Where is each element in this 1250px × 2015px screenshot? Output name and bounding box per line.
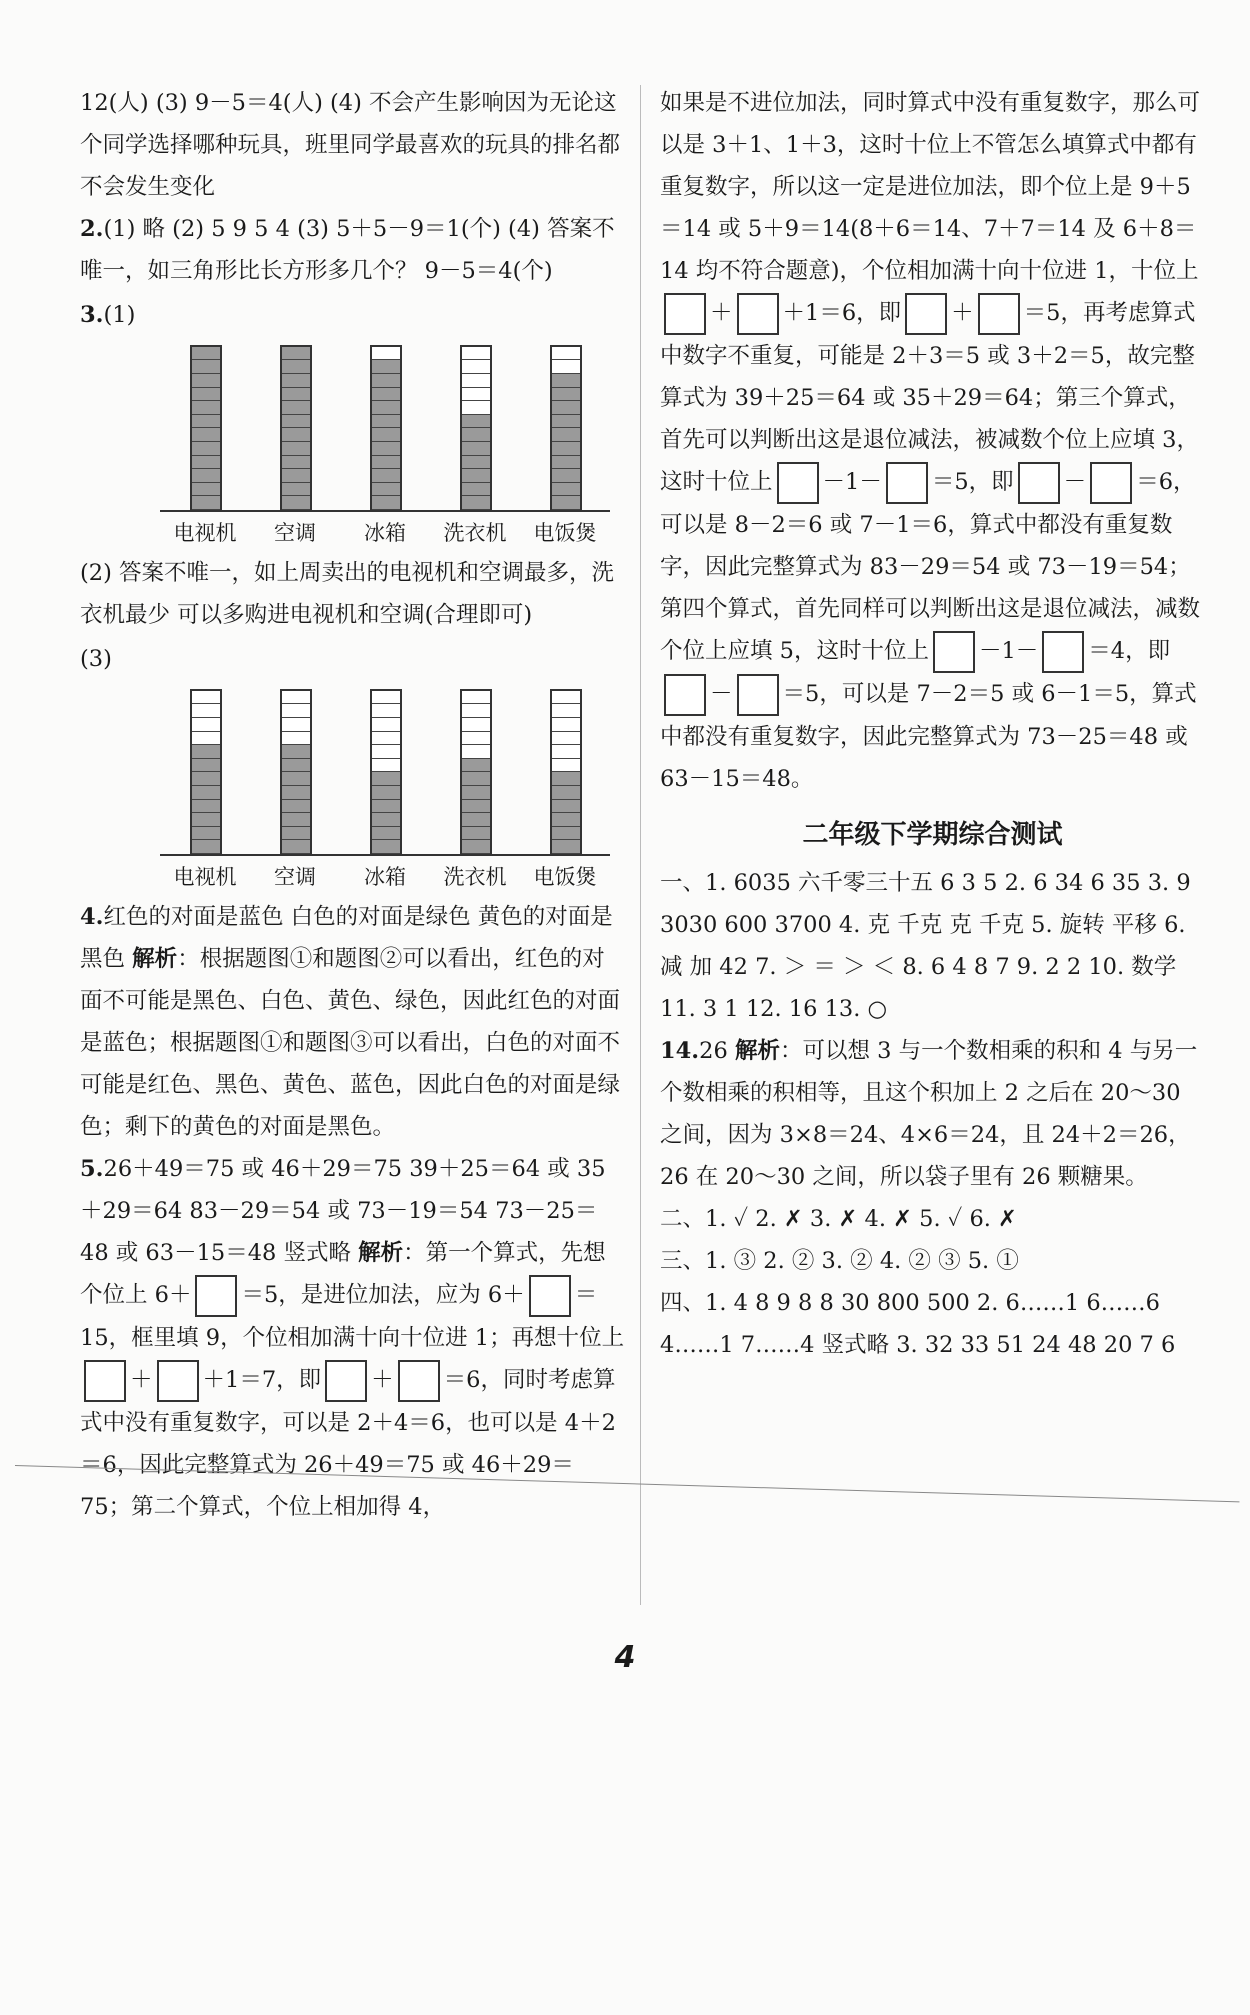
q4-explain: ：根据题图①和题图②可以看出，红色的对面不可能是黑色、白色、黄色、绿色，因此红色的对面是蓝色；根据题图①和题图③可以看出，白色的对面不可能是红色、黑色、黄色、蓝色，因此白色的对面是绿色；剩下的黄色的对面是黑色。: [80, 946, 621, 1140]
bar-segment: [462, 483, 490, 497]
bar-segment: [372, 840, 400, 854]
bar-segment: [372, 745, 400, 759]
bar-segment: [552, 401, 580, 415]
section-4-answers: 四、1. 4 8 9 8 8 30 800 500 2. 6……1 6……6 4……1 7……4 竖式略 3. 32 33 51 24 48 20 7 6: [660, 1290, 1176, 1358]
answer-q5: [80, 1148, 625, 1528]
bar-电饭煲: [550, 345, 582, 512]
r5: ＝5，再考虑算式中数字不重复，可能是 2＋3＝5 或 3＋2＝5，故完整算式为 39＋25＝64 或 35＋29＝64；第三个算式，首先可以判断出这是退位减法，被减数个位上应填 3，这时十位上: [660, 300, 1199, 495]
answer-q1-tail: 12(人) (3) 9－5＝4(人) (4) 不会产生影响因为无论这个同学选择哪种玩具，班里同学最喜欢的玩具的排名都不会发生变化: [80, 90, 621, 200]
bar-segment: [552, 442, 580, 456]
bar-segment: [372, 388, 400, 402]
section-2-answers: 二、1. ✓ 2. ✗ 3. ✗ 4. ✗ 5. ✓ 6. ✗: [660, 1206, 1017, 1232]
bar-segment: [462, 691, 490, 705]
blank-box: [325, 1360, 367, 1402]
bar-segment: [192, 732, 220, 746]
bar-segment: [372, 442, 400, 456]
left-column: [80, 82, 625, 1528]
bar-segment: [282, 813, 310, 827]
bar-segment: [282, 827, 310, 841]
bar-segment: [372, 718, 400, 732]
bar-chart-2: [80, 642, 625, 892]
q4-number: 4.: [80, 904, 104, 930]
bar-segment: [552, 800, 580, 814]
q14-answer: 26: [699, 1038, 728, 1064]
category-label: 洗衣机: [443, 865, 507, 889]
bar-segment: [192, 347, 220, 361]
bar-segment: [552, 759, 580, 773]
bar-segment: [462, 347, 490, 361]
blank-box: [195, 1275, 237, 1317]
bar-segment: [282, 840, 310, 854]
bar-segment: [282, 704, 310, 718]
bar-segment: [462, 800, 490, 814]
bar-segment: [192, 456, 220, 470]
bar-空调: [280, 689, 312, 856]
blank-box: [1042, 631, 1084, 673]
q5-t5: ＋1＝7，即: [202, 1367, 322, 1393]
bar-segment: [192, 745, 220, 759]
blank-box: [1018, 462, 1060, 504]
bar-segment: [552, 374, 580, 388]
q4-jiexi: 解析: [132, 946, 178, 972]
bar-segment: [372, 827, 400, 841]
bar-segment: [462, 360, 490, 374]
r3: ＋1＝6，即: [782, 300, 902, 326]
q3-number: 3.: [80, 302, 104, 328]
bar-segment: [192, 442, 220, 456]
bar-segment: [192, 759, 220, 773]
q14-explain: ：可以想 3 与一个数相乘的积和 4 与另一个数相乘的积相等，且这个积加上 2 之后在 20～30 之间，因为 3×8＝24、4×6＝24，且 24＋2＝26，26 在 20～30 之间，所以袋子里有 26 颗糖果。: [660, 1038, 1198, 1190]
bar-segment: [462, 759, 490, 773]
category-label: 电视机: [173, 521, 237, 545]
bar-segment: [552, 456, 580, 470]
bar-segment: [282, 428, 310, 442]
bar-segment: [462, 827, 490, 841]
chart-1-label: [80, 294, 135, 336]
bar-segment: [552, 745, 580, 759]
bar-segment: [552, 428, 580, 442]
bar-洗衣机: [460, 689, 492, 856]
bar-segment: [192, 772, 220, 786]
r8: －: [1063, 469, 1087, 495]
bar-segment: [462, 415, 490, 429]
bar-segment: [552, 813, 580, 827]
bar-segment: [192, 401, 220, 415]
bar-segment: [552, 469, 580, 483]
bar-空调: [280, 345, 312, 512]
q14-number: 14.: [660, 1038, 700, 1064]
q3-sub1: (1): [103, 302, 136, 328]
bar-segment: [462, 772, 490, 786]
column-divider: [640, 85, 641, 1605]
bar-洗衣机: [460, 345, 492, 512]
bar-segment: [372, 772, 400, 786]
bar-segment: [282, 347, 310, 361]
bar-segment: [282, 772, 310, 786]
blank-box: [529, 1275, 571, 1317]
bar-segment: [282, 759, 310, 773]
blank-box: [664, 674, 706, 716]
q2-number: 2.: [80, 216, 104, 242]
answer-14: [660, 1030, 1205, 1198]
bar-segment: [282, 415, 310, 429]
bar-电饭煲: [550, 689, 582, 856]
q5-t3: ＝15，框里填 9，个位相加满十向十位进 1；再想十位上: [80, 1282, 625, 1351]
bar-segment: [372, 469, 400, 483]
blank-box: [905, 293, 947, 335]
bar-segment: [372, 786, 400, 800]
bar-segment: [552, 496, 580, 510]
bar-segment: [462, 704, 490, 718]
bar-segment: [192, 813, 220, 827]
bar-segment: [462, 428, 490, 442]
bar-segment: [372, 428, 400, 442]
q5-jiexi: 解析: [358, 1240, 404, 1266]
bar-segment: [372, 483, 400, 497]
bar-segment: [192, 428, 220, 442]
bar-segment: [372, 759, 400, 773]
blank-box: [978, 293, 1020, 335]
bar-segment: [282, 483, 310, 497]
bar-segment: [462, 840, 490, 854]
bar-segment: [372, 813, 400, 827]
bar-segment: [192, 388, 220, 402]
blank-box: [1090, 462, 1132, 504]
bar-segment: [372, 401, 400, 415]
q5-explain-continued: [660, 82, 1205, 800]
answer-q3-2: (2) 答案不唯一，如上周卖出的电视机和空调最多，洗衣机最少 可以多购进电视机和空调(合理即可): [80, 560, 615, 628]
bar-segment: [282, 374, 310, 388]
q5-t1: ：第一个算式，先想个位上 6＋: [80, 1240, 606, 1308]
q5-number: 5.: [80, 1156, 104, 1182]
bar-segment: [552, 360, 580, 374]
bar-segment: [552, 347, 580, 361]
bar-segment: [372, 691, 400, 705]
section-1-answers: 一、1. 6035 六千零三十五 6 3 5 2. 6 34 6 35 3. 9 3030 600 3700 4. 克 千克 克 千克 5. 旋转 平移 6. 减 加 42 7. ＞ ＝ ＞ ＜ 8. 6 4 8 7 9. 2 2 10. 数学 11. 3 1 12. 16 13. ○: [660, 870, 1191, 1022]
bar-segment: [282, 718, 310, 732]
bar-电视机: [190, 345, 222, 512]
category-label: 冰箱: [364, 865, 406, 889]
bar-segment: [192, 840, 220, 854]
right-column: [660, 82, 1205, 1366]
category-label: 洗衣机: [443, 521, 507, 545]
answer-q2: [80, 208, 625, 292]
bar-segment: [552, 718, 580, 732]
bar-segment: [192, 786, 220, 800]
bar-冰箱: [370, 689, 402, 856]
bar-chart-1: [80, 298, 625, 548]
bar-segment: [462, 374, 490, 388]
q14-jiexi: 解析: [734, 1038, 780, 1064]
bar-segment: [282, 401, 310, 415]
bar-segment: [282, 732, 310, 746]
blank-box: [933, 631, 975, 673]
blank-box: [157, 1360, 199, 1402]
bar-电视机: [190, 689, 222, 856]
category-label: 空调: [274, 865, 316, 889]
blank-box: [777, 462, 819, 504]
r7: ＝5，即: [931, 469, 1014, 495]
bar-segment: [552, 840, 580, 854]
bar-segment: [372, 456, 400, 470]
blank-box: [664, 293, 706, 335]
bar-segment: [372, 347, 400, 361]
bar-segment: [282, 745, 310, 759]
bar-segment: [462, 456, 490, 470]
category-label: 空调: [274, 521, 316, 545]
r4: ＋: [951, 300, 974, 326]
q2-text: (1) 略 (2) 5 9 5 4 (3) 5＋5－9＝1(个) (4) 答案不唯一，如三角形比长方形多几个？ 9－5＝4(个): [80, 216, 615, 284]
bar-segment: [192, 483, 220, 497]
bar-segment: [192, 718, 220, 732]
q5-t6: ＋: [371, 1367, 394, 1393]
bar-segment: [372, 360, 400, 374]
bar-segment: [192, 704, 220, 718]
r9: ＝6，可以是 8－2＝6 或 7－1＝6，算式中都没有重复数字，因此完整算式为 83－29＝54 或 73－19＝54；第四个算式，首先同样可以判断出这是退位减法，减数个位上应填 5，这时十位上: [660, 469, 1201, 664]
bar-segment: [462, 469, 490, 483]
r6: －1－: [822, 469, 882, 495]
r11: ＝4，即: [1088, 638, 1171, 664]
bar-segment: [372, 704, 400, 718]
blank-box: [398, 1360, 440, 1402]
r2: ＋: [710, 300, 733, 326]
bar-segment: [282, 388, 310, 402]
section-3-answers: 三、1. ③ 2. ② 3. ② 4. ② ③ 5. ①: [660, 1248, 1019, 1274]
category-label: 电视机: [173, 865, 237, 889]
bar-segment: [372, 374, 400, 388]
bar-segment: [372, 800, 400, 814]
bar-segment: [282, 469, 310, 483]
bar-segment: [192, 800, 220, 814]
bar-segment: [552, 827, 580, 841]
bar-segment: [282, 786, 310, 800]
bar-segment: [372, 732, 400, 746]
bar-segment: [192, 496, 220, 510]
blank-box: [737, 674, 779, 716]
bar-segment: [372, 415, 400, 429]
bar-segment: [192, 374, 220, 388]
bar-segment: [372, 496, 400, 510]
bar-segment: [462, 388, 490, 402]
q5-answer: 26＋49＝75 或 46＋29＝75 39＋25＝64 或 35＋29＝64 83－29＝54 或 73－19＝54 73－25＝48 或 63－15＝48 竖式略: [80, 1156, 606, 1266]
bar-segment: [552, 483, 580, 497]
bar-冰箱: [370, 345, 402, 512]
bar-segment: [552, 388, 580, 402]
bar-segment: [282, 691, 310, 705]
bar-segment: [192, 415, 220, 429]
category-label: 冰箱: [364, 521, 406, 545]
bar-segment: [462, 442, 490, 456]
bar-segment: [552, 786, 580, 800]
r12: －: [710, 681, 733, 707]
bar-segment: [552, 732, 580, 746]
blank-box: [886, 462, 928, 504]
bar-segment: [462, 813, 490, 827]
category-label: 电饭煲: [533, 865, 597, 889]
r1: 如果是不进位加法，同时算式中没有重复数字，那么可以是 3＋1、1＋3，这时十位上不管怎么填算式中都有重复数字，所以这一定是进位加法，即个位上是 9＋5＝14 或 5＋9＝14(8＋6＝14、7＋7＝14 及 6＋8＝14 均不符合题意)，个位相加满十向十位进 1，十位上: [660, 90, 1201, 284]
bar-segment: [192, 360, 220, 374]
bar-segment: [462, 401, 490, 415]
page-number: 4: [614, 1640, 636, 1675]
answer-q4: [80, 896, 625, 1148]
q5-t2: ＝5，是进位加法，应为 6＋: [241, 1282, 525, 1308]
r13: ＝5，可以是 7－2＝5 或 6－1＝5，算式中都没有重复数字，因此完整算式为 73－25＝48 或 63－15＝48。: [660, 681, 1197, 792]
bar-segment: [462, 745, 490, 759]
bar-segment: [192, 469, 220, 483]
r10: －1－: [978, 638, 1039, 664]
bar-segment: [282, 496, 310, 510]
blank-box: [737, 293, 779, 335]
bar-segment: [462, 718, 490, 732]
section-title: 二年级下学期综合测试: [802, 820, 1063, 850]
category-label: 电饭煲: [533, 521, 597, 545]
bar-segment: [192, 691, 220, 705]
bar-segment: [462, 786, 490, 800]
bar-segment: [552, 772, 580, 786]
bar-segment: [282, 800, 310, 814]
blank-box: [84, 1360, 126, 1402]
bar-segment: [552, 415, 580, 429]
q4-answer: 红色的对面是蓝色 白色的对面是绿色 黄色的对面是黑色: [80, 904, 613, 972]
q5-t7: ＝6，同时考虑算式中没有重复数字，可以是 2＋4＝6，也可以是 4＋2＝6，因此完整算式为 26＋49＝75 或 46＋29＝75；第二个算式，个位上相加得 4，: [80, 1367, 616, 1520]
bar-segment: [282, 442, 310, 456]
bar-segment: [552, 691, 580, 705]
bar-segment: [552, 704, 580, 718]
bar-segment: [192, 827, 220, 841]
q5-t4: ＋: [130, 1367, 153, 1393]
bar-segment: [462, 496, 490, 510]
bar-segment: [282, 456, 310, 470]
bar-segment: [282, 360, 310, 374]
chart-2-label: (3): [80, 646, 112, 672]
bar-segment: [462, 732, 490, 746]
